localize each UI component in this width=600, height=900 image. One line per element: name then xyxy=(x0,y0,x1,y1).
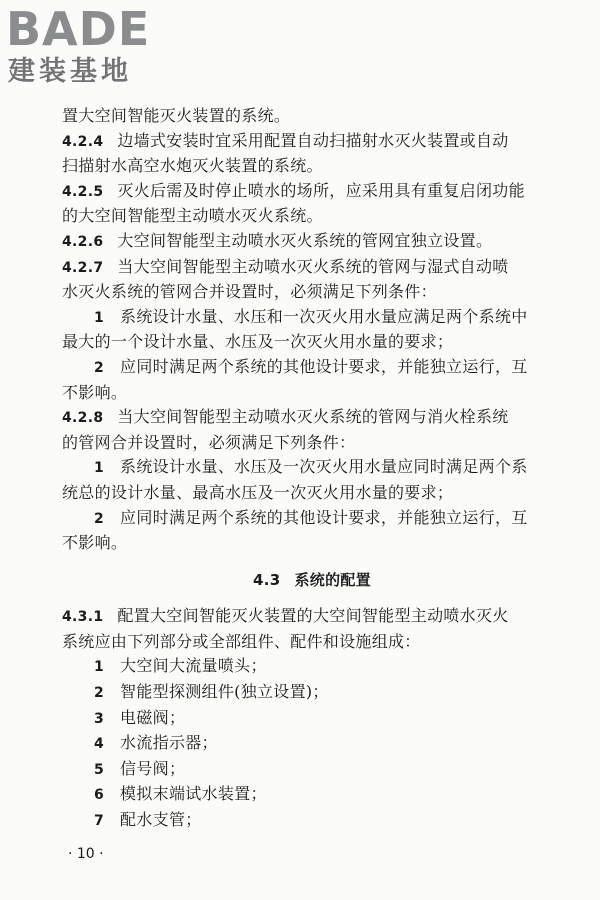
sub-item xyxy=(62,355,562,381)
item-text: 系统设计水量、水压及一次灭火用水量应同时满足两个系 xyxy=(120,457,528,477)
item-text: 应同时满足两个系统的其他设计要求，并能独立运行，互 xyxy=(120,356,528,376)
item-number: 2 xyxy=(94,510,105,527)
clause-text: 当大空间智能型主动喷水灭火系统的管网与湿式自动喷 xyxy=(117,256,509,276)
text-line: 不影响。 xyxy=(62,533,128,553)
item-number: 1 xyxy=(94,659,105,676)
section-title: 系统的配置 xyxy=(294,570,371,589)
section-heading xyxy=(62,568,562,593)
clause-4-2-5 xyxy=(62,179,562,205)
item-number: 2 xyxy=(94,359,105,376)
sub-item xyxy=(62,455,562,481)
item-text: 水流指示器； xyxy=(120,733,218,753)
item-text: 系统设计水量、水压和一次灭火用水量应满足两个系统中 xyxy=(120,306,528,326)
clause-4-2-4 xyxy=(62,129,562,155)
item-number: 1 xyxy=(94,460,105,477)
item-text: 电磁阀； xyxy=(120,707,186,727)
clause-number: 4.2.8 xyxy=(62,410,104,427)
clause-number: 4.2.7 xyxy=(62,259,104,276)
item-text: 配水支管； xyxy=(120,810,202,830)
item-number: 6 xyxy=(94,787,105,804)
list-item xyxy=(62,757,562,783)
bade-logo xyxy=(6,4,176,92)
item-number: 2 xyxy=(94,685,105,702)
clause-number: 4.2.6 xyxy=(62,233,104,250)
document-body xyxy=(62,104,562,834)
item-number: 7 xyxy=(94,813,105,830)
clause-number: 4.3.1 xyxy=(62,609,104,626)
text-line: 置大空间智能灭火装置的系统。 xyxy=(62,106,291,125)
item-text: 智能型探测组件(独立设置)； xyxy=(120,682,329,702)
section-number: 4.3 xyxy=(253,570,281,589)
item-text: 信号阀； xyxy=(120,758,186,778)
list-item xyxy=(62,808,562,834)
clause-text: 当大空间智能型主动喷水灭火系统的管网与消火栓系统 xyxy=(117,407,509,427)
item-text: 应同时满足两个系统的其他设计要求，并能独立运行，互 xyxy=(120,507,528,527)
list-item xyxy=(62,680,562,706)
item-number: 1 xyxy=(94,309,105,326)
item-number: 4 xyxy=(94,736,105,753)
clause-number: 4.2.4 xyxy=(62,133,104,150)
clause-number: 4.2.5 xyxy=(62,183,104,200)
clause-text: 大空间智能型主动喷水灭火系统的管网宜独立设置。 xyxy=(117,230,493,250)
page-number: · 10 · xyxy=(68,846,104,862)
clause-text: 边墙式安装时宜采用配置自动扫描射水灭火装置或自动 xyxy=(117,130,509,150)
text-line: 统总的设计水量、最高水压及一次灭火用水量的要求； xyxy=(62,482,454,502)
clause-text: 配置大空间智能灭火装置的大空间智能型主动喷水灭火 xyxy=(117,606,509,626)
logo-wordmark: BADE xyxy=(6,2,151,56)
sub-item xyxy=(62,506,562,532)
component-list xyxy=(62,654,562,833)
clause-4-2-6 xyxy=(62,229,562,255)
list-item xyxy=(62,731,562,757)
item-text: 模拟末端试水装置； xyxy=(120,784,267,804)
logo-subtitle: 建装基地 xyxy=(8,56,132,87)
list-item xyxy=(62,706,562,732)
clause-4-2-7 xyxy=(62,255,562,281)
text-line: 最大的一个设计水量、水压及一次灭火用水量的要求； xyxy=(62,332,454,352)
clause-text: 灭火后需及时停止喷水的场所，应采用具有重复启闭功能 xyxy=(117,180,525,200)
text-line: 不影响。 xyxy=(62,382,128,402)
sub-item xyxy=(62,305,562,331)
text-line: 水灭火系统的管网合并设置时，必须满足下列条件： xyxy=(62,282,437,302)
clause-4-3-1 xyxy=(62,604,562,630)
clause-4-2-8 xyxy=(62,405,562,431)
item-number: 5 xyxy=(94,761,105,778)
item-text: 大空间大流量喷头； xyxy=(120,656,267,676)
list-item xyxy=(62,654,562,680)
text-line: 扫描射水高空水炮灭火装置的系统。 xyxy=(62,156,323,176)
text-line: 系统应由下列部分或全部组件、配件和设施组成： xyxy=(62,631,421,651)
list-item xyxy=(62,782,562,808)
item-number: 3 xyxy=(94,710,105,727)
text-line: 的管网合并设置时，必须满足下列条件： xyxy=(62,432,356,452)
text-line: 的大空间智能型主动喷水灭火系统。 xyxy=(62,206,323,226)
